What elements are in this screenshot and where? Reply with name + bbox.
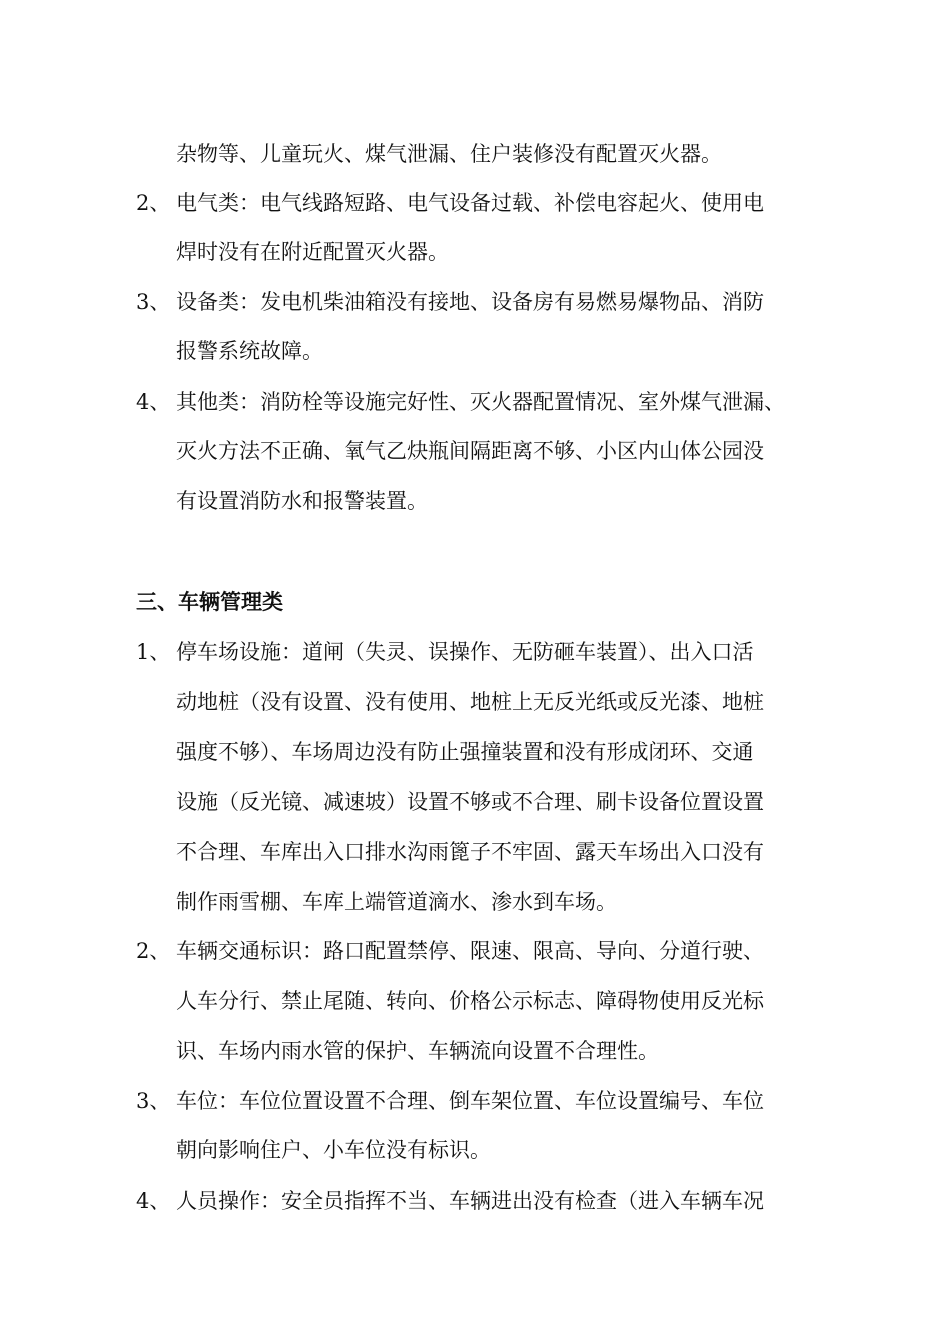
item-line: 设施（反光镜、减速坡）设置不够或不合理、刷卡设备位置设置: [176, 790, 764, 814]
item-line: 电气类：电气线路短路、电气设备过载、补偿电容起火、使用电: [176, 191, 764, 215]
item-line: 焊时没有在附近配置灭火器。: [176, 240, 449, 264]
item-number: 2、: [136, 191, 171, 215]
item-line: 报警系统故障。: [176, 339, 323, 363]
continuation-line: 杂物等、儿童玩火、煤气泄漏、住户装修没有配置灭火器。: [176, 142, 722, 166]
section-heading: 三、车辆管理类: [136, 590, 283, 614]
item-line: 停车场设施：道闸（失灵、误操作、无防砸车装置）、出入口活: [176, 640, 754, 664]
item-line: 朝向影响住户、小车位没有标识。: [176, 1138, 491, 1162]
item-number: 3、: [136, 1089, 171, 1113]
item-line: 有设置消防水和报警装置。: [176, 489, 428, 513]
item-number: 3、: [136, 290, 171, 314]
item-line: 车位：车位位置设置不合理、倒车架位置、车位设置编号、车位: [176, 1089, 764, 1113]
item-number: 4、: [136, 1189, 171, 1213]
item-number: 2、: [136, 939, 171, 963]
item-number: 1、: [136, 640, 171, 664]
item-line: 灭火方法不正确、氧气乙炔瓶间隔距离不够、小区内山体公园没: [176, 439, 764, 463]
item-line: 制作雨雪棚、车库上端管道滴水、渗水到车场。: [176, 890, 617, 914]
item-line: 不合理、车库出入口排水沟雨篦子不牢固、露天车场出入口没有: [176, 840, 764, 864]
item-line: 人车分行、禁止尾随、转向、价格公示标志、障碍物使用反光标: [176, 989, 764, 1013]
item-line: 其他类：消防栓等设施完好性、灭火器配置情况、室外煤气泄漏、: [176, 390, 785, 414]
item-line: 识、车场内雨水管的保护、车辆流向设置不合理性。: [176, 1039, 659, 1063]
item-line: 动地桩（没有设置、没有使用、地桩上无反光纸或反光漆、地桩: [176, 690, 764, 714]
item-number: 4、: [136, 390, 171, 414]
item-line: 车辆交通标识：路口配置禁停、限速、限高、导向、分道行驶、: [176, 939, 764, 963]
item-line: 人员操作：安全员指挥不当、车辆进出没有检查（进入车辆车况: [176, 1189, 764, 1213]
item-line: 强度不够）、车场周边没有防止强撞装置和没有形成闭环、交通: [176, 740, 754, 764]
item-line: 设备类：发电机柴油箱没有接地、设备房有易燃易爆物品、消防: [176, 290, 764, 314]
